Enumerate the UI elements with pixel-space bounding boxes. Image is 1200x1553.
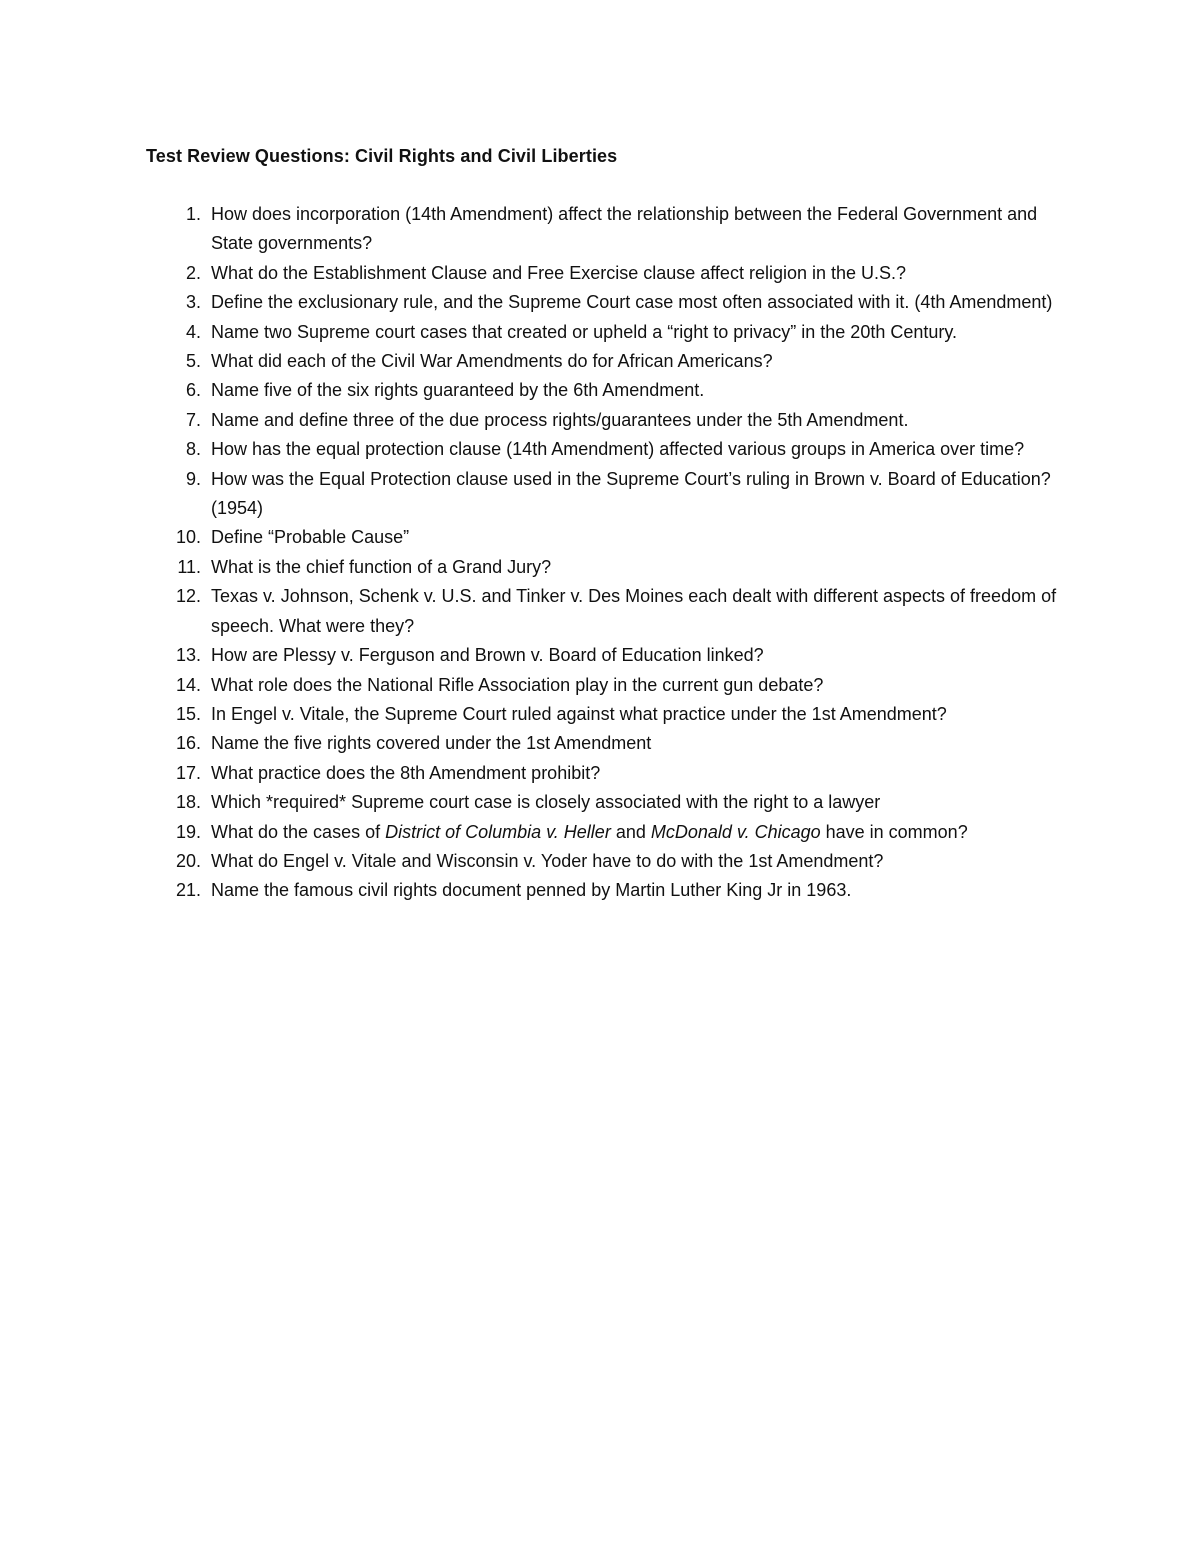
case-name-mcdonald: McDonald v. Chicago <box>650 821 821 842</box>
question-item <box>146 523 1066 552</box>
question-text: How was the Equal Protection clause used in the Supreme Court’s ruling in Brown v. Board of Education? (1954) <box>211 468 1051 519</box>
question-text: Name the famous civil rights document penned by Martin Luther King Jr in 1963. <box>211 880 852 901</box>
question-item <box>146 876 1066 905</box>
question-number: 2. <box>185 262 201 283</box>
question-number: 7. <box>185 409 201 430</box>
case-name-heller: District of Columbia v. Heller <box>385 821 611 842</box>
question-number: 13. <box>175 645 201 666</box>
question-text <box>211 818 1066 847</box>
question-number: 21. <box>175 880 201 901</box>
question-text-after: have in common? <box>820 821 968 842</box>
question-item <box>146 465 1066 524</box>
question-number: 16. <box>175 733 201 754</box>
question-item <box>146 318 1066 347</box>
question-text-middle: and <box>610 821 651 842</box>
question-number: 9. <box>185 468 201 489</box>
question-number: 10. <box>175 527 201 548</box>
question-item <box>146 847 1066 876</box>
question-item <box>146 288 1066 317</box>
question-number: 5. <box>185 351 201 372</box>
question-item <box>146 818 1066 847</box>
question-number: 3. <box>185 292 201 313</box>
question-item <box>146 641 1066 670</box>
question-item <box>146 759 1066 788</box>
question-item <box>146 406 1066 435</box>
question-text: Define “Probable Cause” <box>211 527 410 548</box>
question-number: 4. <box>185 321 201 342</box>
question-text: How has the equal protection clause (14th Amendment) affected various groups in America over time? <box>211 439 1025 460</box>
question-text: What is the chief function of a Grand Jury? <box>211 556 552 577</box>
question-text: Texas v. Johnson, Schenk v. U.S. and Tinker v. Des Moines each dealt with different aspects of freedom of speech. What were they? <box>211 586 1057 636</box>
question-item <box>146 347 1066 376</box>
question-item <box>146 553 1066 582</box>
question-item <box>146 582 1066 641</box>
question-text: Name and define three of the due process rights/guarantees under the 5th Amendment. <box>211 409 909 430</box>
question-text: How are Plessy v. Ferguson and Brown v. Board of Education linked? <box>211 645 764 666</box>
question-number: 8. <box>185 439 201 460</box>
question-text: What did each of the Civil War Amendments do for African Americans? <box>211 351 773 372</box>
question-number: 20. <box>175 850 201 871</box>
question-number: 17. <box>175 762 201 783</box>
question-list <box>146 200 1066 906</box>
question-item <box>146 376 1066 405</box>
question-item <box>146 700 1066 729</box>
question-text: What do the Establishment Clause and Free Exercise clause affect religion in the U.S.? <box>211 262 907 283</box>
question-number: 6. <box>185 380 201 401</box>
question-item <box>146 435 1066 464</box>
question-text: What role does the National Rifle Association play in the current gun debate? <box>211 674 824 695</box>
question-text: How does incorporation (14th Amendment) affect the relationship between the Federal Government and State governments? <box>211 204 1038 254</box>
question-text-before: What do the cases of <box>211 821 386 842</box>
question-text: Name five of the six rights guaranteed by the 6th Amendment. <box>211 380 705 401</box>
question-number: 18. <box>175 792 201 813</box>
question-text: Name the five rights covered under the 1st Amendment <box>211 733 652 754</box>
question-text: Define the exclusionary rule, and the Supreme Court case most often associated with it. (4th Amendment) <box>211 292 1053 313</box>
question-item <box>146 200 1066 259</box>
question-text: What practice does the 8th Amendment prohibit? <box>211 762 601 783</box>
question-text: Name two Supreme court cases that created or upheld a “right to privacy” in the 20th Century. <box>211 321 958 342</box>
question-number: 15. <box>175 703 201 724</box>
question-number: 11. <box>177 556 201 577</box>
question-text: Which *required* Supreme court case is closely associated with the right to a lawyer <box>211 792 881 813</box>
question-item <box>146 729 1066 758</box>
question-text: In Engel v. Vitale, the Supreme Court ruled against what practice under the 1st Amendment? <box>211 703 947 724</box>
question-number: 19. <box>175 821 201 842</box>
question-item <box>146 671 1066 700</box>
question-number: 14. <box>175 674 201 695</box>
question-item <box>146 788 1066 817</box>
question-number: 1. <box>185 204 201 224</box>
question-text: What do Engel v. Vitale and Wisconsin v. Yoder have to do with the 1st Amendment? <box>211 850 884 871</box>
question-item <box>146 259 1066 288</box>
page-title: Test Review Questions: Civil Rights and Civil Liberties <box>146 146 618 166</box>
question-number: 12. <box>175 586 201 607</box>
